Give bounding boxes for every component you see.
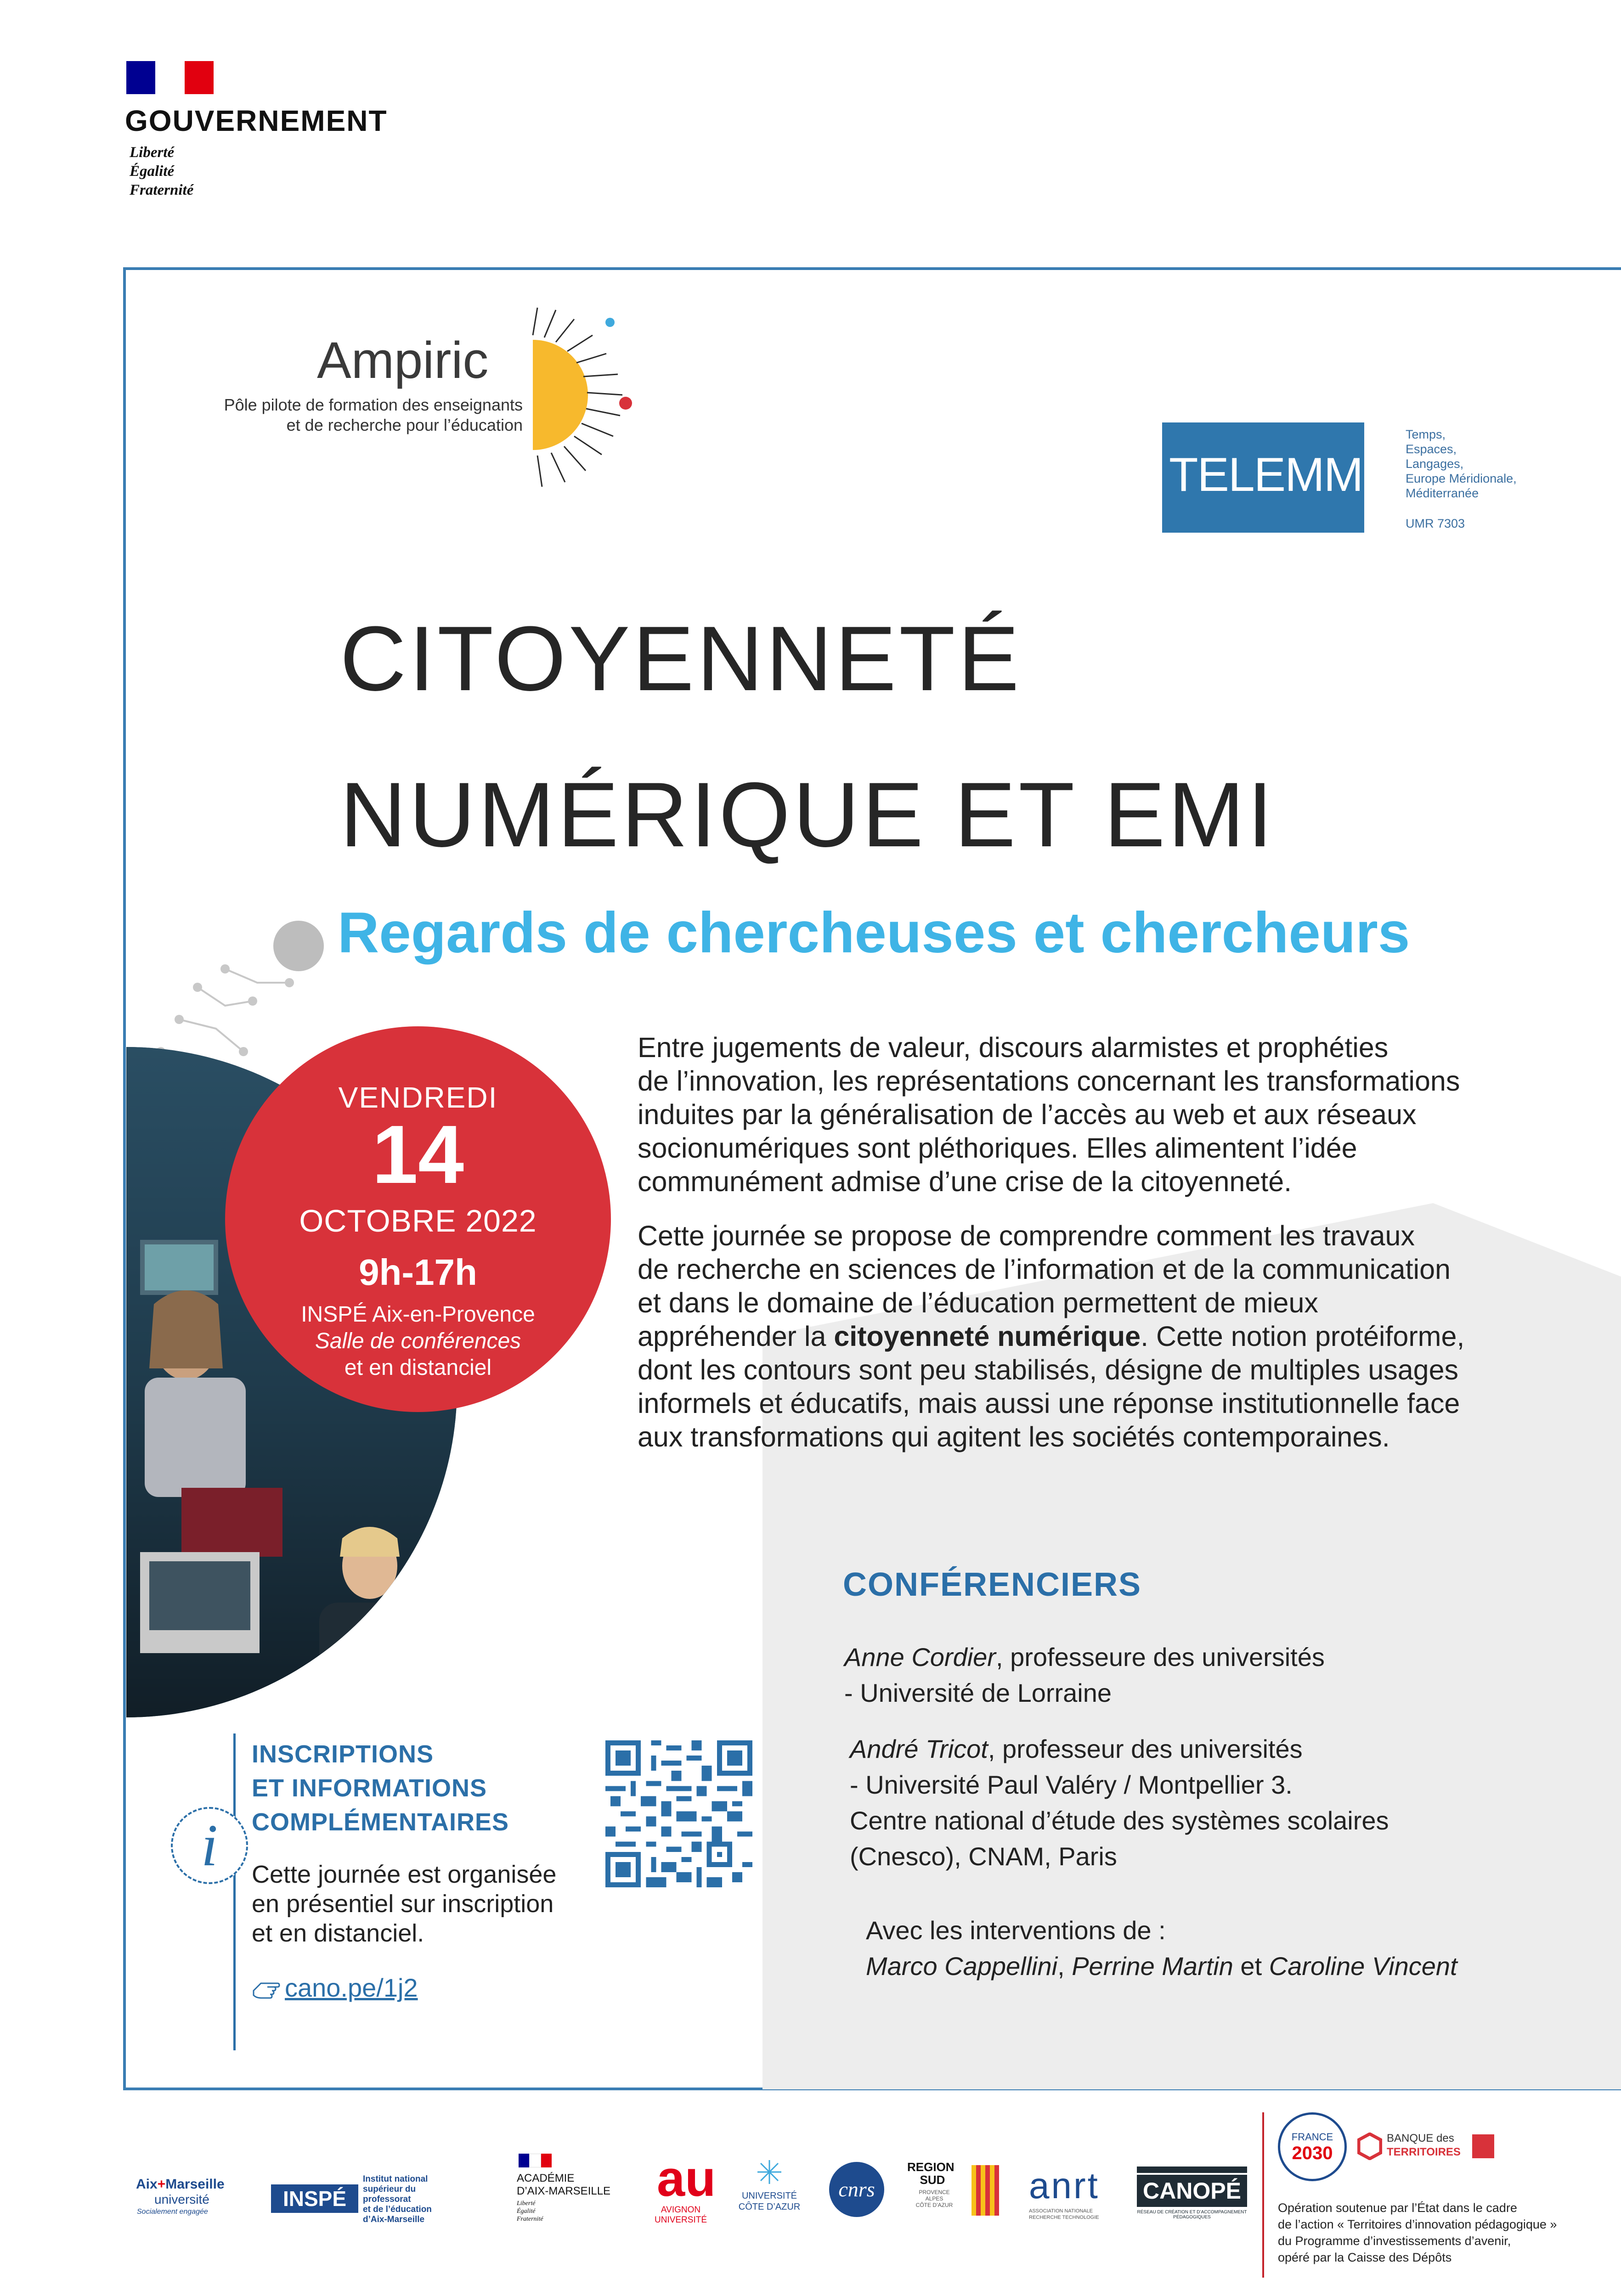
speakers-title: CONFÉRENCIERS	[843, 1566, 1142, 1603]
speaker-1-name: Anne Cordier	[844, 1643, 996, 1671]
government-title: GOUVERNEMENT	[125, 104, 388, 137]
hexagon-icon	[1357, 2133, 1382, 2160]
info-body: Cette journée est organisée en présentiel sur inscription et en distanciel.	[252, 1861, 557, 1947]
main-title-line1: CITOYENNETÉ	[340, 608, 1022, 710]
amu-logo: Aix+Marseille université Socialement engagée	[136, 2177, 225, 2216]
banque-territoires-logo: BANQUE des TERRITOIRES	[1357, 2131, 1495, 2167]
ampiric-sun-icon	[505, 298, 643, 491]
inspe-logo: INSPÉ Institut national supérieur du professorat et de l’éducation d’Aix-Marseille	[271, 2174, 464, 2220]
intro-paragraph-1: Entre jugements de valeur, discours alarmistes et prophéties de l’innovation, les représentations concernant les transformations induites par la généralisation de l’accès au web et aux réseaux socionumériques sont pléthoriques. Elles alimentent l’idée communément admise d’une crise de la citoyenneté.	[638, 1032, 1460, 1197]
anrt-logo: anrt ASSOCIATION NATIONALE RECHERCHE TECHNOLOGIE	[1029, 2165, 1100, 2220]
speakers-also: Avec les interventions de : Marco Cappellini, Perrine Martin et Caroline Vincent	[866, 1916, 1457, 1981]
uca-logo: UNIVERSITÉ CÔTE D’AZUR	[735, 2158, 804, 2227]
france-2030-logo: FRANCE 2030	[1278, 2112, 1347, 2181]
speaker-2: André Tricot, professeur des universités - Université Paul Valéry / Montpellier 3. Centre national d’étude des systèmes scolaires (Cnesco), CNAM, Paris	[850, 1734, 1389, 1871]
ampiric-logo-text: Ampiric	[317, 332, 489, 389]
canope-logo: CANOPÉ RÉSEAU DE CRÉATION ET D’ACCOMPAGNEMENT PÉDAGOGIQUES	[1137, 2167, 1247, 2222]
speaker-2-name: André Tricot	[850, 1734, 988, 1763]
info-divider	[233, 1733, 236, 2050]
speaker-1: Anne Cordier, professeure des universités - Université de Lorraine	[844, 1643, 1325, 1707]
qr-code-icon[interactable]	[605, 1740, 752, 1887]
ampiric-tagline: Pôle pilote de formation des enseignants et de recherche pour l’éducation	[224, 395, 523, 434]
info-title: INSCRIPTIONS ET INFORMATIONS COMPLÉMENTAIRES	[252, 1740, 509, 1836]
intro-paragraph-2: Cette journée se propose de comprendre comment les travaux de recherche en sciences de l’information et de la communication et dans le domaine de l’éducation permettent de mieux appréhender la citoyenneté numérique. Cette notion protéiforme, dont les contours sont peu stabilisés, désigne de multiples usages informels et éducatifs, mais aussi une réponse institutionnelle face aux transformations qui agitent les sociétés contemporaines.	[638, 1220, 1465, 1452]
highlight-citoyennete-numerique: citoyenneté numérique	[834, 1321, 1141, 1352]
uca-star-icon	[756, 2158, 783, 2186]
caisse-depots-icon	[1472, 2134, 1494, 2158]
footer-divider	[1262, 2112, 1264, 2278]
region-sud-logo: REGION SUD PROVENCE ALPES CÔTE D’AZUR	[907, 2161, 1008, 2229]
event-mode: et en distanciel	[344, 1356, 492, 1380]
telemme-logo-text: TELEMMe	[1169, 448, 1389, 501]
event-day-name: VENDREDI	[338, 1081, 498, 1114]
registration-link[interactable]: cano.pe/1j2	[285, 1973, 418, 2002]
event-room: Salle de conférences	[315, 1329, 521, 1353]
government-flag-logo	[126, 61, 214, 94]
event-day-number: 14	[372, 1109, 464, 1201]
event-hours: 9h-17h	[359, 1252, 477, 1293]
main-title-line2: NUMÉRIQUE ET EMI	[340, 764, 1276, 866]
cnrs-logo: cnrs	[829, 2162, 884, 2217]
region-flag-icon	[971, 2165, 999, 2216]
telemme-umr: UMR 7303	[1406, 517, 1465, 530]
event-place: INSPÉ Aix-en-Provence	[301, 1302, 535, 1327]
avignon-logo: au AVIGNON UNIVERSITÉ	[654, 2150, 716, 2225]
event-month-year: OCTOBRE 2022	[299, 1204, 537, 1238]
funding-note: Opération soutenue par l’État dans le cadre de l’action « Territoires d’innovation pédagogique » du Programme d’investissements d’avenir, opéré par la Caisse des Dépôts	[1278, 2201, 1557, 2264]
main-subtitle: Regards de chercheuses et chercheurs	[338, 901, 1410, 965]
pointing-hand-icon	[252, 1977, 280, 2001]
event-date-badge	[225, 1026, 611, 1412]
academie-logo: ACADÉMIE D’AIX-MARSEILLE Liberté Égalité Fraternité	[517, 2154, 636, 2227]
government-motto: Liberté Égalité Fraternité	[130, 144, 194, 198]
telemme-description: Temps, Espaces, Langages, Europe Méridionale, Méditerranée	[1406, 428, 1517, 500]
info-icon: i	[171, 1807, 248, 1884]
